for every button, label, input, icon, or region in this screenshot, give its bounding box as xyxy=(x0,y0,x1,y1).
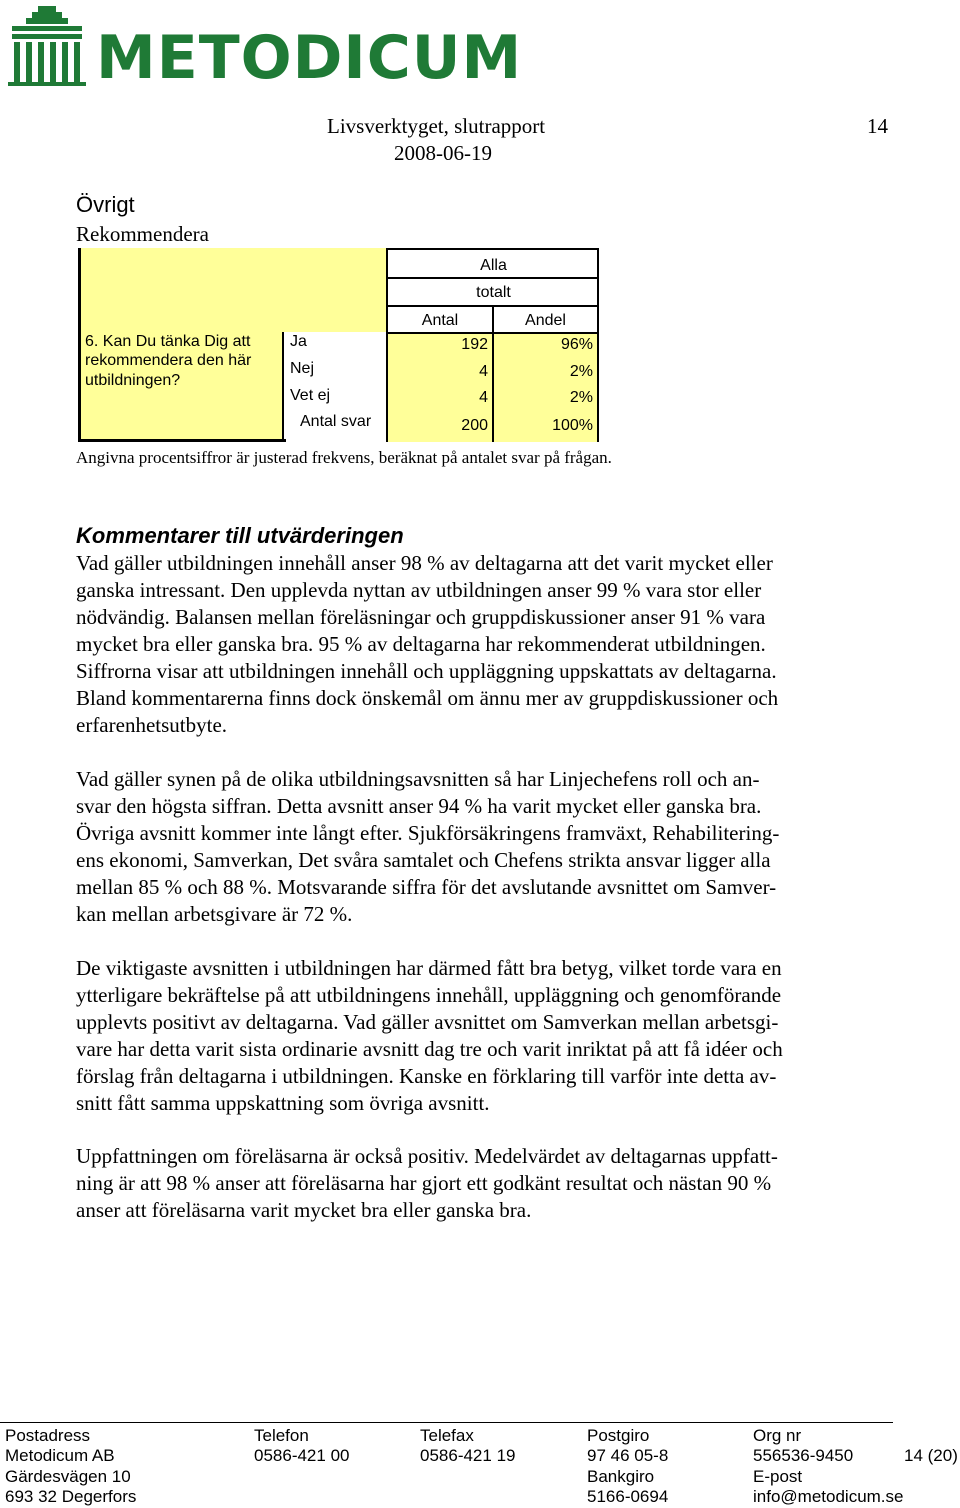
text-line: Vad gäller utbildningen innehåll anser 98 % av deltagarna att det varit mycket eller xyxy=(76,551,773,575)
text-line: erfarenhetsutbyte. xyxy=(76,713,228,737)
cell-antal: 4 xyxy=(479,389,488,406)
footer-value: 556536-9450 xyxy=(753,1446,854,1466)
footer-label: Postgiro xyxy=(587,1426,650,1445)
footer-label: Telefon xyxy=(254,1426,309,1445)
comments-heading: Kommentarer till utvärderingen xyxy=(76,523,404,548)
comments-paragraph xyxy=(76,1143,876,1224)
cell-andel: 100% xyxy=(552,417,593,434)
footer-page-of: 14 (20) xyxy=(904,1446,958,1465)
footer-value: Gärdesvägen 10 xyxy=(5,1466,131,1486)
text-line: Bland kommentarerna finns dock önskemål om ännu mer av gruppdiskussioner och xyxy=(76,686,779,710)
text-line: vare har detta varit sista ordinarie avsnitt dag tre och varit inriktat på att få idéer och xyxy=(76,1037,783,1061)
text-line: nödvändig. Balansen mellan föreläsningar och gruppdiskussioner anser 91 % vara xyxy=(76,605,766,629)
text-line: Uppfattningen om föreläsarna är också positiv. Medelvärdet av deltagarnas uppfatt- xyxy=(76,1144,778,1168)
text-line: ytterligare bekräftelse på att utbildningens innehåll, uppläggning och genomförande xyxy=(76,983,782,1007)
footer-giro xyxy=(587,1426,668,1507)
comments-paragraph xyxy=(76,955,876,1117)
row-label: Ja xyxy=(290,333,307,350)
footer-value: 0586-421 19 xyxy=(420,1446,516,1466)
text-line: anser att föreläsarna varit mycket bra eller ganska bra. xyxy=(76,1198,532,1222)
footer-address xyxy=(5,1426,136,1507)
document-date: 2008-06-19 xyxy=(394,141,492,165)
footer-phone xyxy=(254,1426,349,1467)
text-line: ens ekonomi, Samverkan, Det svåra samtalet och Chefens strikta ansvar ligger alla xyxy=(76,848,771,872)
text-line: ning är att 98 % anser att föreläsarna har gjort ett godkänt resultat och nästan 90 % xyxy=(76,1171,772,1195)
survey-question-line: utbildningen? xyxy=(85,372,181,389)
cell-andel: 2% xyxy=(569,389,593,406)
column-header-antal: Antal xyxy=(421,312,459,329)
text-line: förslag från deltagarna i utbildningen. Kanske en förklaring till varför inte detta av- xyxy=(76,1064,777,1088)
company-logo xyxy=(8,6,523,93)
footer-label: Bankgiro xyxy=(587,1466,655,1486)
text-line: upplevts positivt av deltagarna. Vad gäller avsnittet om Samverkan mellan arbetsgi- xyxy=(76,1010,779,1034)
footer-label: E-post xyxy=(753,1466,803,1486)
footer-org xyxy=(753,1426,904,1507)
table-caption: Angivna procentsiffror är justerad frekvens, beräknat på antalet svar på frågan. xyxy=(76,448,612,467)
footer-value: 693 32 Degerfors xyxy=(5,1486,137,1506)
group-header: Alla xyxy=(480,257,507,274)
text-line: svar den högsta siffran. Detta avsnitt anser 94 % ha varit mycket eller ganska bra. xyxy=(76,794,762,818)
cell-andel: 2% xyxy=(569,363,593,380)
cell-andel: 96% xyxy=(560,336,593,353)
text-line: Vad gäller synen på de olika utbildningsavsnitten så har Linjechefens roll och an- xyxy=(76,767,760,791)
text-line: De viktigaste avsnitten i utbildningen har därmed fått bra betyg, vilket torde vara en xyxy=(76,956,782,980)
text-line: Övriga avsnitt kommer inte långt efter. Sjukförsäkringens framväxt, Rehabilitering- xyxy=(76,821,780,845)
row-label: Vet ej xyxy=(290,387,331,404)
section-title: Övrigt xyxy=(76,192,135,217)
text-line: Siffrorna visar att utbildningen innehåll och uppläggning uppskattats av deltagarna. xyxy=(76,659,777,683)
survey-table xyxy=(78,248,599,442)
logo-wordmark: METODICUM xyxy=(96,23,523,93)
text-line: mellan 85 % och 88 %. Motsvarande siffra för det avslutande avsnittet om Samver- xyxy=(76,875,777,899)
row-label: Antal svar xyxy=(300,413,372,430)
comments-paragraph xyxy=(76,550,876,739)
comments-paragraph xyxy=(76,766,876,928)
cell-antal: 200 xyxy=(461,417,488,434)
footer-label: Telefax xyxy=(420,1426,474,1445)
row-label: Nej xyxy=(290,360,315,377)
document-title: Livsverktyget, slutrapport xyxy=(327,114,546,138)
column-header-andel: Andel xyxy=(525,312,566,329)
footer-label: Org nr xyxy=(753,1426,802,1445)
text-line: kan mellan arbetsgivare är 72 %. xyxy=(76,902,353,926)
survey-question-line: rekommendera den här xyxy=(85,352,252,369)
footer-value: 97 46 05-8 xyxy=(587,1446,669,1466)
group-header: totalt xyxy=(476,284,511,301)
footer-divider xyxy=(0,1422,893,1423)
logo-emblem-icon xyxy=(8,6,86,86)
footer-value: 0586-421 00 xyxy=(254,1446,350,1466)
text-line: snitt fått samma uppskattning som övriga avsnitt. xyxy=(76,1091,490,1115)
page-number: 14 xyxy=(867,114,888,138)
survey-question-line: 6. Kan Du tänka Dig att xyxy=(85,333,251,350)
text-line: ganska intressant. Den upplevda nyttan av utbildningen anser 99 % vara stor eller xyxy=(76,578,762,602)
text-line: mycket bra eller ganska bra. 95 % av deltagarna har rekommenderat utbildningen. xyxy=(76,632,766,656)
footer-label: Postadress xyxy=(5,1426,91,1445)
cell-antal: 192 xyxy=(461,336,488,353)
section-subtitle: Rekommendera xyxy=(76,222,209,246)
cell-antal: 4 xyxy=(479,363,488,380)
footer-email-link[interactable]: info@metodicum.se xyxy=(753,1486,904,1506)
footer-fax xyxy=(420,1426,515,1467)
footer-value: 5166-0694 xyxy=(587,1486,669,1506)
footer-value: Metodicum AB xyxy=(5,1446,115,1466)
